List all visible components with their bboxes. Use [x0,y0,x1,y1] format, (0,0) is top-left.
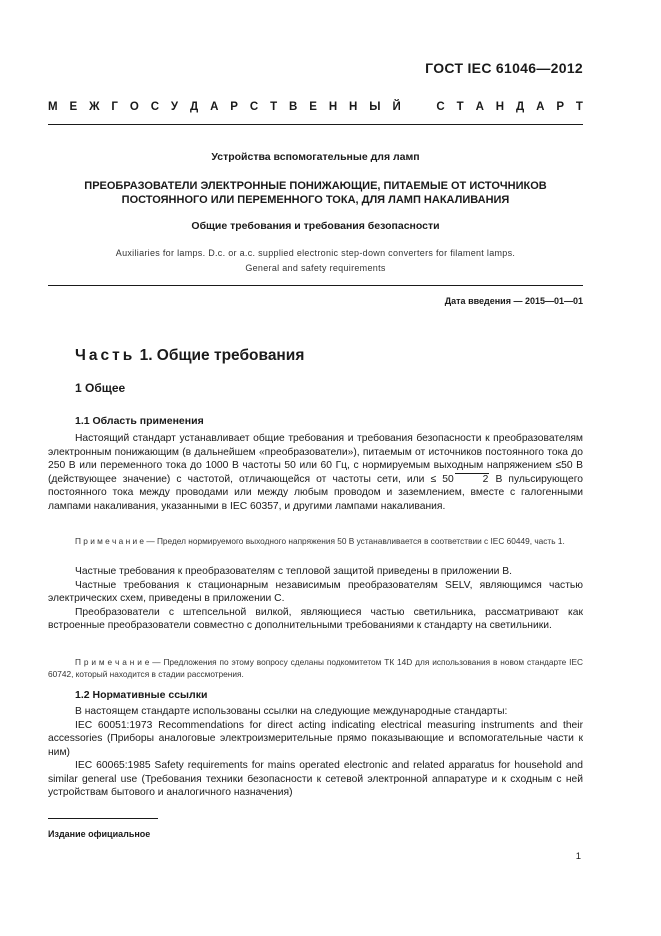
section-1-heading: 1 Общее [75,381,126,395]
scope-text-part-1: Настоящий стандарт устанавливает общие требования и требования безопасности к преобразователям электронным понижающим (в дальнейшем «преобразователи»), питаемым от источников постоянного тока до 250 В или переменного тока до 1000 В частоты 50 или 60 Гц, с нормируемым выходным напряжением ≤50 В (действующее значение) с частотой, отличающейся от частоты сети, или ≤ 50 [48,433,583,485]
document-requirements-title: Общие требования и требования безопасности [191,220,440,232]
scope-paragraphs-2 [48,565,583,633]
main-title-line-2: ПОСТОЯННОГО ИЛИ ПЕРЕМЕННОГО ТОКА, ДЛЯ ЛАМП НАКАЛИВАНИЯ [121,194,510,206]
standard-code: ГОСТ IEC 61046—2012 [425,60,583,76]
introduction-date: Дата введения — 2015—01—01 [444,296,583,306]
note-1 [48,535,583,547]
document-subtitle: Устройства вспомогательные для ламп [211,151,420,163]
interstate-letter: Ж [89,101,100,113]
footnote-divider [48,818,158,819]
interstate-letter: М [48,101,58,113]
english-title-line-2: General and safety requirements [245,263,386,273]
section-1-2-heading: 1.2 Нормативные ссылки [75,689,208,701]
reference-iec-60065: IEC 60065:1985 Safety requirements for mains operated electronic and related apparatus for household and similar general use (Требования техники безопасности к сетевой электронной аппаратуре и к сходным с ней устройствам бытового и аналогичного назначения) [48,760,583,798]
interstate-letter: Н [328,101,338,113]
plug-converter-paragraph: Преобразователи с штепсельной вилкой, являющиеся частью светильника, рассматривают как встроенные преобразователи совместно с дополнительными требованиями к стандарту на светильники. [48,606,583,631]
references-intro: В настоящем стандарте использованы ссылки на следующие международные стандарты: [75,706,508,717]
part-heading [75,347,304,365]
interstate-letter: Ы [369,101,381,113]
selv-paragraph: Частные требования к стационарным независимым преобразователям SELV, являющимся частью электрических схем, приведены в приложении С. [48,579,583,604]
part-prefix: Часть [75,347,136,364]
english-title [48,246,583,276]
interstate-letter: Т [575,101,583,113]
document-main-title [48,179,583,207]
page-number: 1 [575,851,581,862]
interstate-letter: А [475,101,484,113]
note-2-text: П р и м е ч а н и е — Предложения по этому вопросу сделаны подкомитетом ТК 14D для использования в новом стандарте IEC 60742, который находится в стадии рассмотрения. [48,657,583,679]
interstate-letter: Р [230,101,238,113]
interstate-letter: Н [495,101,505,113]
interstate-letter: Г [111,101,118,113]
normative-references [48,705,583,800]
note-2 [48,656,583,680]
english-title-line-1: Auxiliaries for lamps. D.c. or a.c. supplied electronic step-down converters for filament lamps. [115,248,516,258]
interstate-letter: Д [189,101,199,113]
interstate-letter: Е [309,101,317,113]
interstate-letter: Е [69,101,78,113]
interstate-letter: А [536,101,545,113]
note-1-text: П р и м е ч а н и е — Предел нормируемого выходного напряжения 50 В устанавливается в соответствии с IEC 60449, часть 1. [75,536,565,546]
title-divider [48,285,583,286]
section-1-1-heading: 1.1 Область применения [75,415,204,427]
scope-paragraph [48,432,583,513]
interstate-letter: С [436,101,445,113]
reference-iec-60051: IEC 60051:1973 Recommendations for direct acting indicating electrical measuring instruments and their accessories (Приборы аналоговые электроизмерительные прямо показывающие и вспомогательные части к ним) [48,719,583,758]
thermal-protection-paragraph: Частные требования к преобразователям с тепловой защитой приведены в приложении В. [75,566,512,577]
header-divider [48,124,583,125]
interstate-letter: О [129,101,139,113]
sqrt-symbol: 2 [455,473,490,485]
interstate-letter: С [249,101,259,113]
interstate-letter: С [150,101,159,113]
interstate-letter: А [210,101,219,113]
interstate-standard-banner [48,101,583,113]
interstate-letter: Т [270,101,278,113]
interstate-letter: У [170,101,179,113]
interstate-letter: Й [392,101,401,113]
part-title: 1. Общие требования [139,347,305,364]
interstate-letter: В [289,101,298,113]
interstate-letter: Д [516,101,525,113]
official-edition-label: Издание официальное [48,829,151,839]
main-title-line-1: ПРЕОБРАЗОВАТЕЛИ ЭЛЕКТРОННЫЕ ПОНИЖАЮЩИЕ, ПИТАЕМЫЕ ОТ ИСТОЧНИКОВ [84,180,547,192]
interstate-letter: Т [456,101,464,113]
scope-text-part-2: В пульсирующего постоянного тока между проводами или между любым проводом и заземлением, вместе с галогенными лампами накаливания, указанными в IEC 60357, и другими лампами накаливания. [48,473,583,512]
interstate-letter: Н [349,101,358,113]
interstate-letter: Р [556,101,565,113]
